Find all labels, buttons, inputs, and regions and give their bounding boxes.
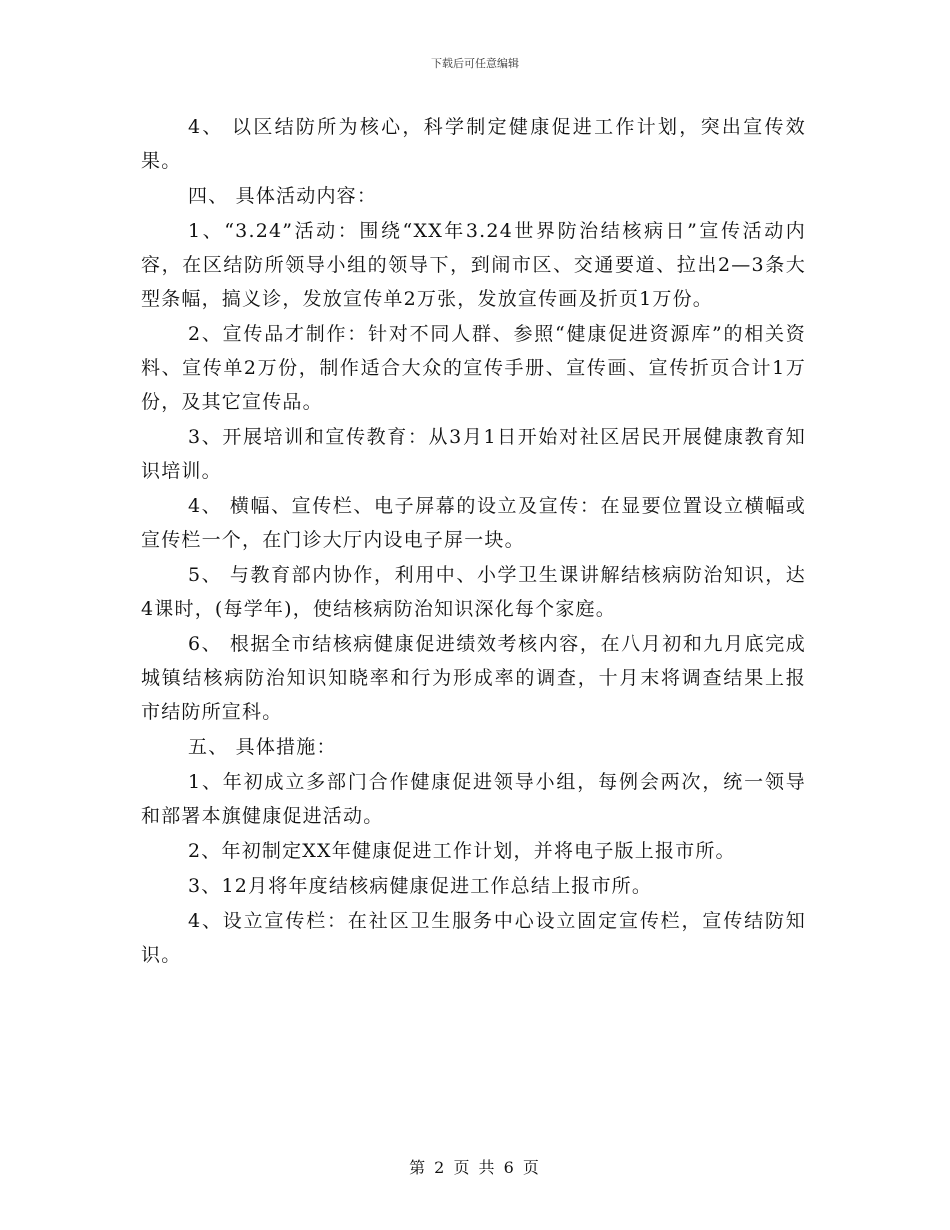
paragraph: 5、 与教育部内协作，利用中、小学卫生课讲解结核病防治知识，达4课时，(每学年)，使结核病防治知识深化每个家庭。	[141, 564, 806, 620]
paragraph: 2、宣传品才制作：针对不同人群、参照“健康促进资源库”的相关资料、宣传单2万份，制作适合大众的宣传手册、宣传画、宣传折页合计1万份，及其它宣传品。	[141, 323, 806, 413]
paragraph: 4、设立宣传栏：在社区卫生服务中心设立固定宣传栏，宣传结防知识。	[141, 910, 806, 966]
paragraph: 6、 根据全市结核病健康促进绩效考核内容，在八月初和九月底完成城镇结核病防治知识知晓率和行为形成率的调查，十月末将调查结果上报市结防所宣科。	[141, 633, 806, 723]
section-heading: 四、 具体活动内容：	[188, 185, 378, 207]
paragraph: 3、开展培训和宣传教育：从3月1日开始对社区居民开展健康教育知识培训。	[141, 426, 806, 482]
paragraph: 4、 以区结防所为核心，科学制定健康促进工作计划，突出宣传效果。	[141, 116, 806, 172]
paragraph: 1、“3.24”活动：围绕“XX年3.24世界防治结核病日”宣传活动内容，在区结防所领导小组的领导下，到闹市区、交通要道、拉出2—3条大型条幅，搞义诊，发放宣传单2万张，发放宣传画及折页1万份。	[141, 220, 806, 310]
document-body	[141, 110, 806, 973]
section-heading: 五、 具体措施：	[188, 736, 337, 758]
paragraph: 3、12月将年度结核病健康促进工作总结上报市所。	[188, 875, 653, 897]
paragraph: 4、 横幅、宣传栏、电子屏幕的设立及宣传：在显要位置设立横幅或宣传栏一个，在门诊大厅内设电子屏一块。	[141, 495, 806, 551]
paragraph: 2、年初制定XX年健康促进工作计划，并将电子版上报市所。	[188, 840, 736, 862]
page-header: 下载后可任意编辑	[431, 57, 519, 70]
paragraph: 1、年初成立多部门合作健康促进领导小组，每例会两次，统一领导和部署本旗健康促进活动。	[141, 771, 806, 827]
page-footer: 第 2 页 共 6 页	[409, 1158, 541, 1177]
